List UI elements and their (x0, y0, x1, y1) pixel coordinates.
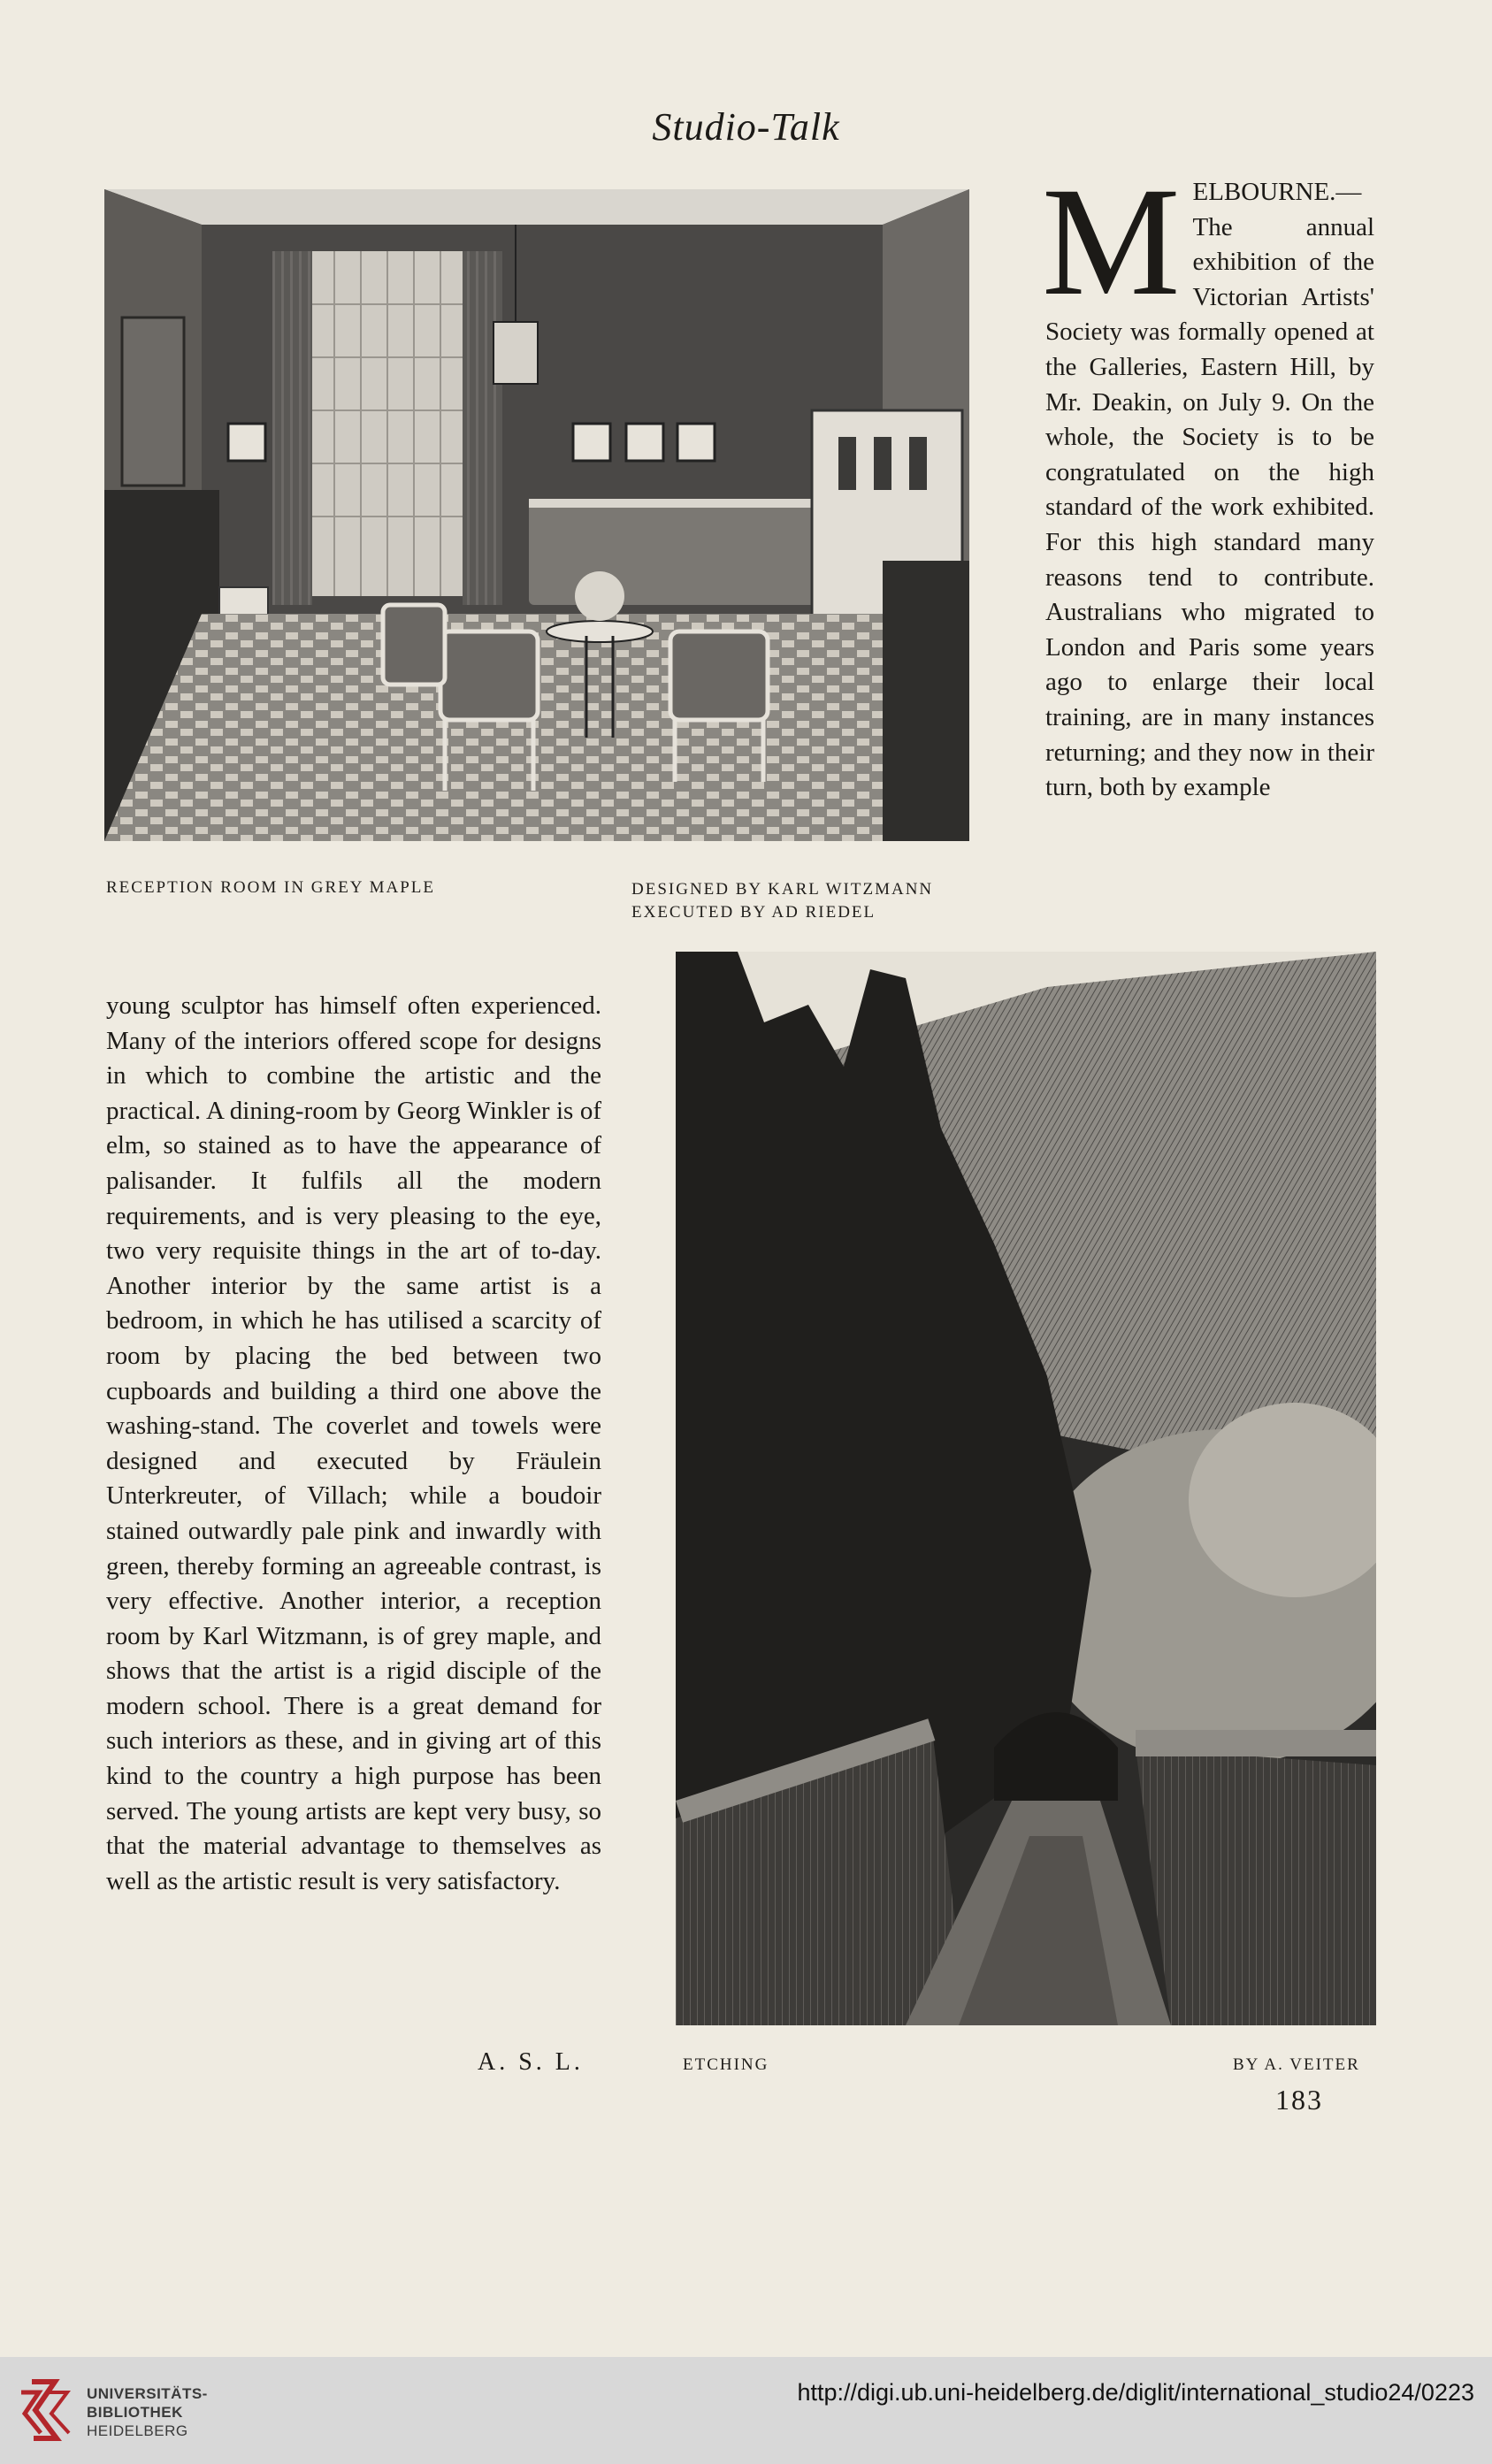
figure1-designer-credit: DESIGNED BY KARL WITZMANN (631, 880, 934, 899)
page-number: 183 (1275, 2084, 1323, 2116)
source-url-link[interactable]: http://digi.ub.uni-heidelberg.de/diglit/international_studio24/0223 (797, 2379, 1474, 2406)
author-initials: A. S. L. (478, 2048, 584, 2076)
reception-room-photo (104, 189, 969, 841)
library-name-line2: BIBLIOTHEK (87, 2404, 183, 2421)
library-logo-icon[interactable] (16, 2375, 78, 2445)
article-text-right-column (1042, 156, 1374, 806)
library-name-line3: HEIDELBERG (87, 2422, 188, 2439)
running-head: Studio-Talk (652, 105, 840, 149)
drop-cap: M (1042, 156, 1181, 328)
etching-illustration (676, 952, 1376, 2025)
library-name-line1: UNIVERSITÄTS- (87, 2385, 208, 2402)
article-paragraph-opening: ELBOURNE.—The annual exhibition of the Victorian Artists' Society was formally opened at the Galleries, Eastern Hill, by Mr. Deakin, on July 9. On the whole, the Society is to be congratulated on the high standard of the work exhibited. For this high standard many reasons tend to contribute. Australians who migrated to London and Paris some years ago to enlarge their local training, are in many instances returning; and they now in their turn, both by example (1045, 178, 1374, 802)
figure1-caption-title: RECEPTION ROOM IN GREY MAPLE (106, 878, 435, 897)
article-text-left-column (106, 989, 601, 1899)
digitization-footer (0, 2357, 1492, 2464)
figure2-caption-credit: BY A. VEITER (1233, 2055, 1360, 2074)
figure1-executor-credit: EXECUTED BY AD RIEDEL (631, 903, 876, 922)
figure1-caption-credits (631, 878, 933, 924)
library-name (87, 2384, 208, 2440)
article-paragraph-continued: young sculptor has himself often experienced. Many of the interiors offered scope for designs in which to combine the artistic and the practical. A dining-room by Georg Winkler is of elm, so stained as to have the appearance of palisander. It fulfils all the modern requirements, and is very pleasing to the eye, two very requisite things in the art of to-day. Another interior by the same artist is a bedroom, in which he has utilised a scarcity of room by placing the bed between two cupboards and building a third one above the washing-stand. The coverlet and towels were designed and executed by Fräulein Unterkreuter, of Villach; while a boudoir stained outwardly pale pink and inwardly with green, thereby forming an agreeable contrast, is very effective. Another interior, a reception room by Karl Witzmann, is of grey maple, and shows that the artist is a rigid disciple of the modern school. There is a great demand for such interiors as these, and in giving art of this kind to the country a high purpose has been served. The young artists are kept very busy, so that the material advantage to themselves as well as the artistic result is very satisfactory. (106, 991, 601, 1895)
figure2-caption-title: ETCHING (683, 2055, 769, 2074)
